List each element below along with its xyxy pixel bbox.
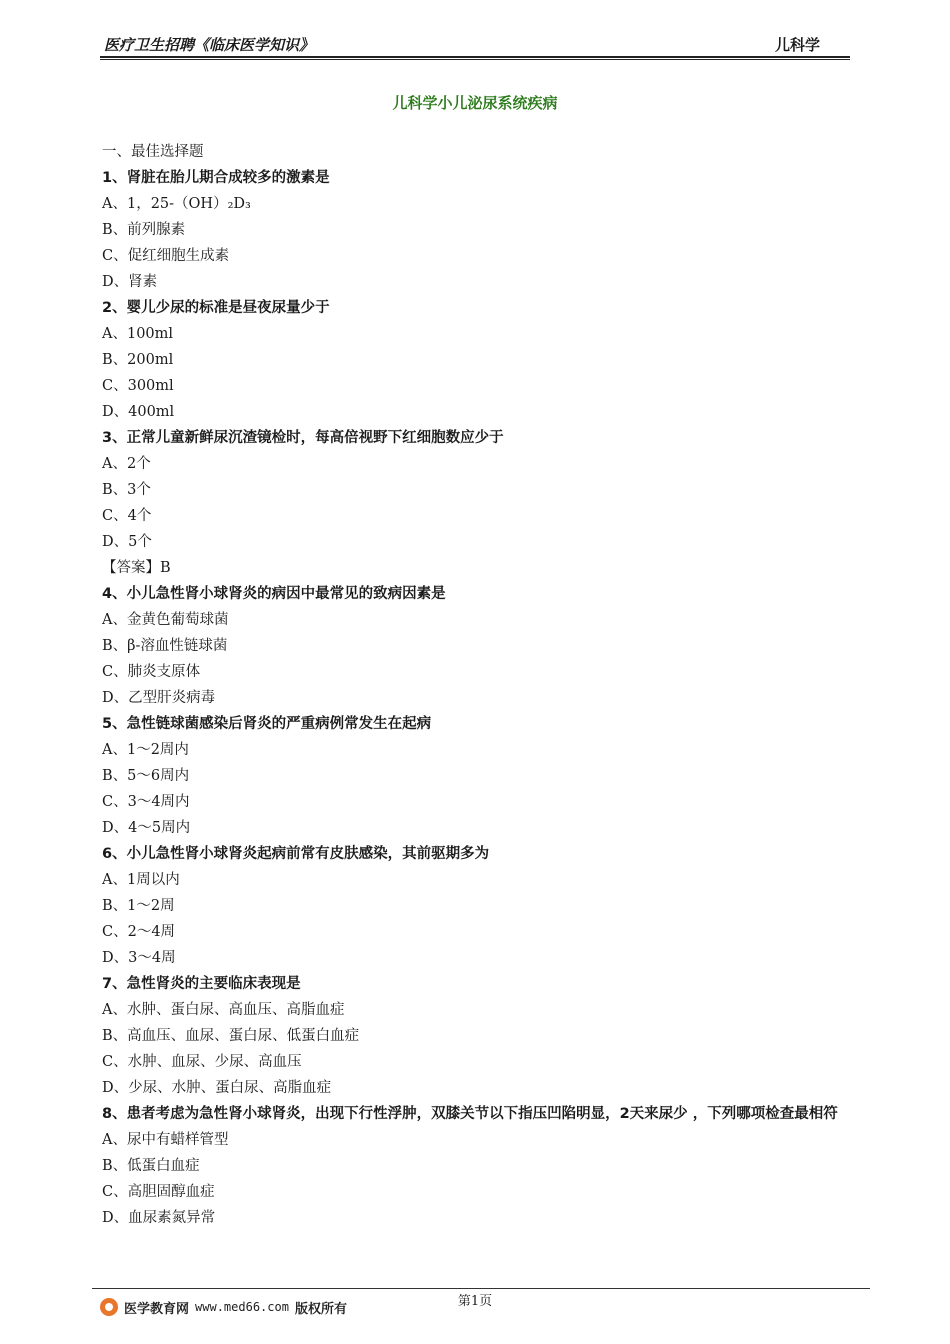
option-6b: B、1～2周: [102, 898, 175, 914]
option-7c: C、水肿、血尿、少尿、高血压: [102, 1054, 302, 1070]
option-7d: D、少尿、水肿、蛋白尿、高脂血症: [102, 1080, 332, 1096]
option-4b: B、β-溶血性链球菌: [102, 638, 228, 654]
option-2a: A、100ml: [102, 326, 174, 342]
option-7a: A、水肿、蛋白尿、高血压、高脂血症: [102, 1002, 345, 1018]
option-8d: D、血尿素氮异常: [102, 1210, 216, 1226]
footer-divider: [92, 1288, 870, 1289]
brand-url[interactable]: www.med66.com: [195, 1300, 289, 1314]
option-8c: C、高胆固醇血症: [102, 1184, 215, 1200]
page-number: 第1页: [457, 1294, 493, 1309]
page-header: [100, 32, 850, 56]
question-5: 5、急性链球菌感染后肾炎的严重病例常发生在起病: [102, 716, 432, 732]
option-4c: C、肺炎支原体: [102, 664, 201, 680]
question-3: 3、正常儿童新鲜尿沉渣镜检时，每高倍视野下红细胞数应少于: [102, 430, 504, 446]
option-2b: B、200ml: [102, 352, 174, 368]
option-1c: C、促红细胞生成素: [102, 248, 230, 264]
option-1d: D、肾素: [102, 274, 158, 290]
footer-brand: [100, 1296, 347, 1318]
option-8a: A、尿中有蜡样管型: [102, 1132, 229, 1148]
option-2d: D、400ml: [102, 404, 175, 420]
question-4: 4、小儿急性肾小球肾炎的病因中最常见的致病因素是: [102, 586, 446, 602]
option-2c: C、300ml: [102, 378, 174, 394]
option-8b: B、低蛋白血症: [102, 1158, 200, 1174]
option-7b: B、高血压、血尿、蛋白尿、低蛋白血症: [102, 1028, 360, 1044]
option-3b: B、3个: [102, 482, 151, 498]
copyright-text: 版权所有: [294, 1301, 347, 1317]
question-6: 6、小儿急性肾小球肾炎起病前常有皮肤感染，其前驱期多为: [102, 846, 490, 862]
option-3c: C、4个: [102, 508, 152, 524]
option-6c: C、2～4周: [102, 924, 176, 940]
question-2: 2、婴儿少尿的标准是昼夜尿量少于: [102, 300, 330, 316]
option-3a: A、2个: [102, 456, 151, 472]
option-3d: D、5个: [102, 534, 152, 550]
option-5c: C、3～4周内: [102, 794, 190, 810]
question-list: [102, 142, 862, 1234]
question-7: 7、急性肾炎的主要临床表现是: [102, 976, 301, 992]
option-5a: A、1～2周内: [102, 742, 189, 758]
option-4a: A、金黄色葡萄球菌: [102, 612, 229, 628]
header-title: 医疗卫生招聘《临床医学知识》: [104, 36, 315, 54]
option-1b: B、前列腺素: [102, 222, 186, 238]
question-1: 1、肾脏在胎儿期合成较多的激素是: [102, 170, 330, 186]
answer-3: 【答案】B: [102, 560, 171, 576]
section-heading: 一、最佳选择题: [102, 144, 204, 160]
brand-name: 医学教育网: [124, 1301, 190, 1317]
option-6d: D、3～4周: [102, 950, 176, 966]
option-5b: B、5～6周内: [102, 768, 190, 784]
header-subject: 儿科学: [774, 36, 820, 54]
question-8: 8、患者考虑为急性肾小球肾炎，出现下行性浮肿，双膝关节以下指压凹陷明显，2天来尿少 ，下列哪项检查最相符: [102, 1106, 838, 1122]
document-title: 儿科学小儿泌尿系统疾病: [392, 94, 558, 112]
option-6a: A、1周以内: [102, 872, 180, 888]
header-divider: [100, 56, 850, 60]
med66-logo-icon: [100, 1298, 118, 1316]
option-4d: D、乙型肝炎病毒: [102, 690, 216, 706]
option-1a: A、1，25-（OH）₂D₃: [102, 196, 251, 212]
option-5d: D、4～5周内: [102, 820, 191, 836]
